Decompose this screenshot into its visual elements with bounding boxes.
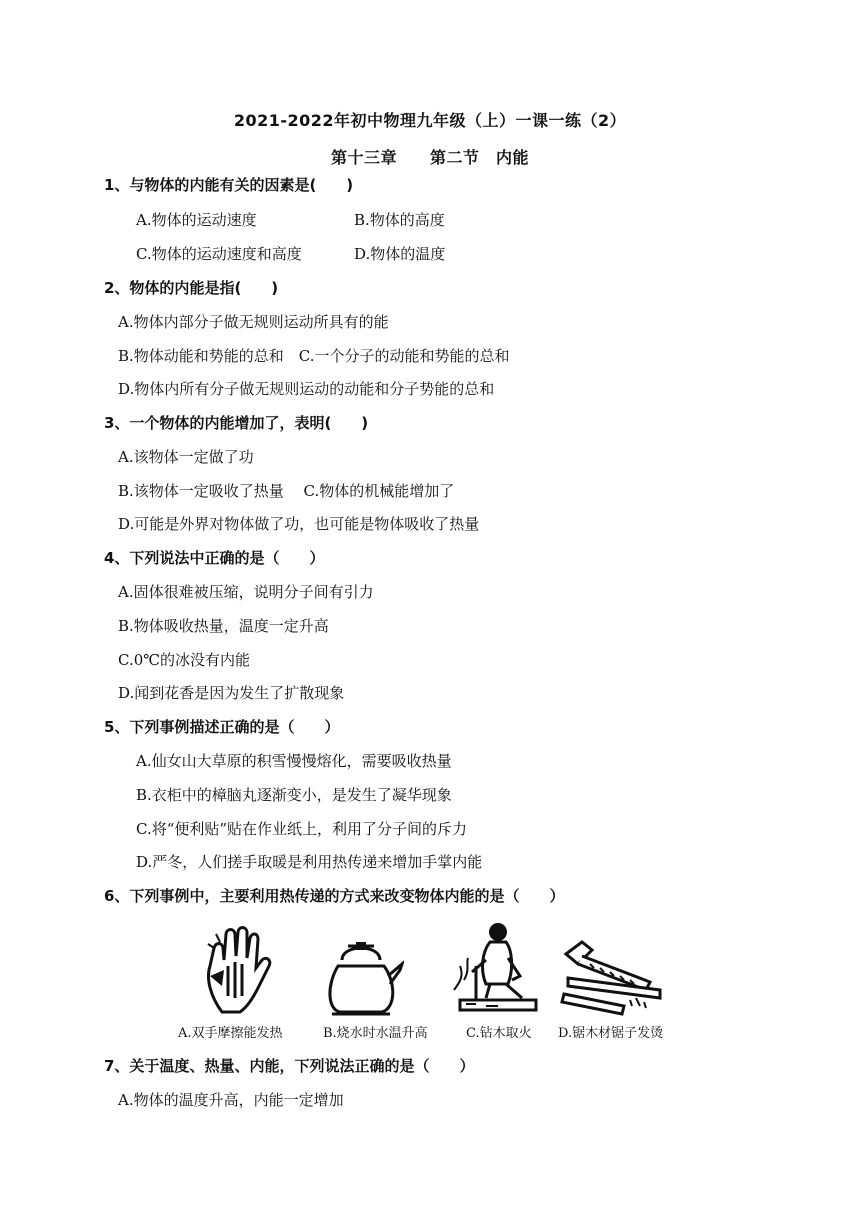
q5-option-a: A.仙女山大草原的积雪慢慢熔化，需要吸收热量 [136, 752, 452, 770]
sawing-wood-icon [560, 934, 664, 1016]
q2-option-a: A.物体内部分子做无规则运动所具有的能 [118, 313, 389, 331]
q1-option-d: D.物体的温度 [354, 245, 446, 263]
question-7-stem: 7、关于温度、热量、内能，下列说法正确的是（ ） [104, 1057, 475, 1075]
question-6-stem: 6、下列事例中，主要利用热传递的方式来改变物体内能的是（ ） [104, 887, 565, 905]
q5-option-d: D.严冬，人们搓手取暖是利用热传递来增加手掌内能 [136, 853, 483, 871]
page-title: 2021-2022年初中物理九年级（上）一课一练（2） [233, 111, 627, 130]
question-3-stem: 3、一个物体的内能增加了，表明( ) [104, 414, 369, 432]
q3-option-d: D.可能是外界对物体做了功，也可能是物体吸收了热量 [118, 515, 480, 533]
drilling-wood-icon [446, 920, 542, 1020]
q1-option-b: B.物体的高度 [354, 211, 445, 229]
rubbing-hands-icon [200, 926, 276, 1016]
q3-option-bc: B.该物体一定吸收了热量 C.物体的机械能增加了 [118, 482, 455, 500]
q4-option-b: B.物体吸收热量，温度一定升高 [118, 617, 329, 635]
question-1-stem: 1、与物体的内能有关的因素是( ) [104, 176, 354, 194]
figure-caption-d: D.锯木材锯子发烫 [558, 1026, 664, 1041]
question-4-stem: 4、下列说法中正确的是（ ） [104, 549, 325, 567]
chapter-heading: 第十三章 第二节 内能 [330, 148, 529, 167]
question-5-stem: 5、下列事例描述正确的是（ ） [104, 718, 340, 736]
figure-caption-b: B.烧水时水温升高 [323, 1026, 428, 1041]
question-2-stem: 2、物体的内能是指( ) [104, 279, 279, 297]
figure-caption-a: A.双手摩擦能发热 [178, 1026, 283, 1041]
q7-option-a: A.物体的温度升高，内能一定增加 [118, 1091, 344, 1109]
q5-option-c: C.将“便利贴”贴在作业纸上，利用了分子间的斥力 [136, 820, 468, 838]
q2-option-bc: B.物体动能和势能的总和 C.一个分子的动能和势能的总和 [118, 347, 510, 365]
figure-caption-c: C.钻木取火 [466, 1026, 532, 1041]
q1-option-c: C.物体的运动速度和高度 [136, 245, 302, 263]
q4-option-d: D.闻到花香是因为发生了扩散现象 [118, 684, 345, 702]
q5-option-b: B.衣柜中的樟脑丸逐渐变小，是发生了凝华现象 [136, 786, 452, 804]
q3-option-a: A.该物体一定做了功 [118, 448, 254, 466]
q1-option-a: A.物体的运动速度 [136, 211, 257, 229]
q2-option-d: D.物体内所有分子做无规则运动的动能和分子势能的总和 [118, 380, 495, 398]
q4-option-a: A.固体很难被压缩，说明分子间有引力 [118, 583, 374, 601]
kettle-icon [318, 936, 404, 1018]
q4-option-c: C.0℃的冰没有内能 [118, 651, 251, 669]
